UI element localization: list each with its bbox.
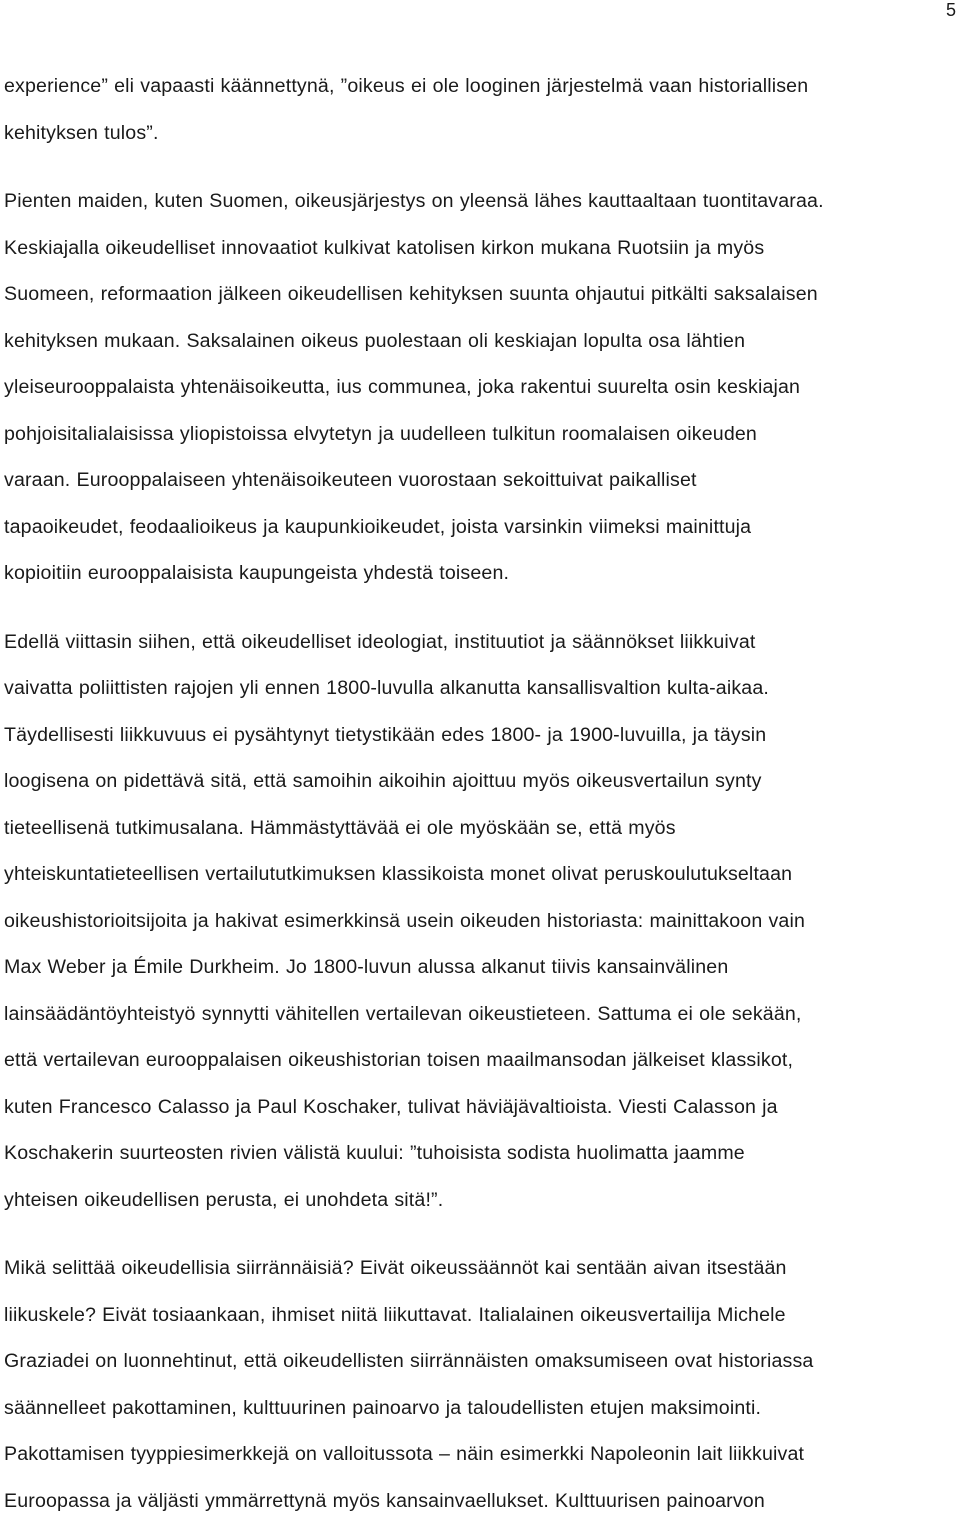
text-line: lainsäädäntöyhteistyö synnytti vähitellen vertailevan oikeustieteen. Sattuma ei ole sekään, [4, 991, 956, 1038]
text-line: experience” eli vapaasti käännettynä, ”oikeus ei ole looginen järjestelmä vaan historiallisen [4, 63, 956, 110]
paragraph [4, 63, 956, 156]
text-line: kopioitiin eurooppalaisista kaupungeista yhdestä toiseen. [4, 550, 956, 597]
text-line: Graziadei on luonnehtinut, että oikeudellisten siirrännäisten omaksumiseen ovat historiassa [4, 1338, 956, 1385]
text-line: säännelleet pakottaminen, kulttuurinen painoarvo ja taloudellisten etujen maksimointi. [4, 1385, 956, 1432]
text-line: kehityksen tulos”. [4, 110, 956, 157]
paragraph [4, 619, 956, 1224]
text-line: Edellä viittasin siihen, että oikeudelliset ideologiat, instituutiot ja säännökset liikkuivat [4, 619, 956, 666]
page-number: 5 [946, 0, 956, 20]
document-body [4, 63, 956, 1524]
text-line: Koschakerin suurteosten rivien välistä kuului: ”tuhoisista sodista huolimatta jaamme [4, 1130, 956, 1177]
text-line: tapaoikeudet, feodaalioikeus ja kaupunkioikeudet, joista varsinkin viimeksi mainittuja [4, 504, 956, 551]
text-line: yhteiskuntatieteellisen vertailututkimuksen klassikoista monet olivat peruskoulutukseltaan [4, 851, 956, 898]
text-line: Suomeen, reformaation jälkeen oikeudellisen kehityksen suunta ohjautui pitkälti saksalaisen [4, 271, 956, 318]
paragraph [4, 178, 956, 597]
text-line: Keskiajalla oikeudelliset innovaatiot kulkivat katolisen kirkon mukana Ruotsiin ja myös [4, 225, 956, 272]
text-line: vaivatta poliittisten rajojen yli ennen 1800-luvulla alkanutta kansallisvaltion kulta-aikaa. [4, 665, 956, 712]
text-line: liikuskele? Eivät tosiaankaan, ihmiset niitä liikuttavat. Italialainen oikeusvertailija Michele [4, 1292, 956, 1339]
text-line: Max Weber ja Émile Durkheim. Jo 1800-luvun alussa alkanut tiivis kansainvälinen [4, 944, 956, 991]
text-line: Euroopassa ja väljästi ymmärrettynä myös kansainvaellukset. Kulttuurisen painoarvon [4, 1478, 956, 1524]
text-line: pohjoisitalialaisissa yliopistoissa elvytetyn ja uudelleen tulkitun roomalaisen oikeuden [4, 411, 956, 458]
paragraph [4, 1245, 956, 1524]
text-line: Täydellisesti liikkuvuus ei pysähtynyt tietystikään edes 1800- ja 1900-luvuilla, ja täysin [4, 712, 956, 759]
text-line: yhteisen oikeudellisen perusta, ei unohdeta sitä!”. [4, 1177, 956, 1224]
text-line: varaan. Eurooppalaiseen yhtenäisoikeuteen vuorostaan sekoittuivat paikalliset [4, 457, 956, 504]
text-line: loogisena on pidettävä sitä, että samoihin aikoihin ajoittuu myös oikeusvertailun synty [4, 758, 956, 805]
text-line: yleiseurooppalaista yhtenäisoikeutta, ius communea, joka rakentui suurelta osin keskiajan [4, 364, 956, 411]
text-line: oikeushistorioitsijoita ja hakivat esimerkkinsä usein oikeuden historiasta: mainittakoon vain [4, 898, 956, 945]
text-line: että vertailevan eurooppalaisen oikeushistorian toisen maailmansodan jälkeiset klassikot, [4, 1037, 956, 1084]
text-line: kehityksen mukaan. Saksalainen oikeus puolestaan oli keskiajan lopulta osa lähtien [4, 318, 956, 365]
text-line: Pienten maiden, kuten Suomen, oikeusjärjestys on yleensä lähes kauttaaltaan tuontitavaraa. [4, 178, 956, 225]
text-line: kuten Francesco Calasso ja Paul Koschaker, tulivat häviäjävaltioista. Viesti Calasson ja [4, 1084, 956, 1131]
text-line: tieteellisenä tutkimusalana. Hämmästyttävää ei ole myöskään se, että myös [4, 805, 956, 852]
text-line: Pakottamisen tyyppiesimerkkejä on valloitussota – näin esimerkki Napoleonin lait liikkuivat [4, 1431, 956, 1478]
text-line: Mikä selittää oikeudellisia siirrännäisiä? Eivät oikeussäännöt kai sentään aivan itsestään [4, 1245, 956, 1292]
